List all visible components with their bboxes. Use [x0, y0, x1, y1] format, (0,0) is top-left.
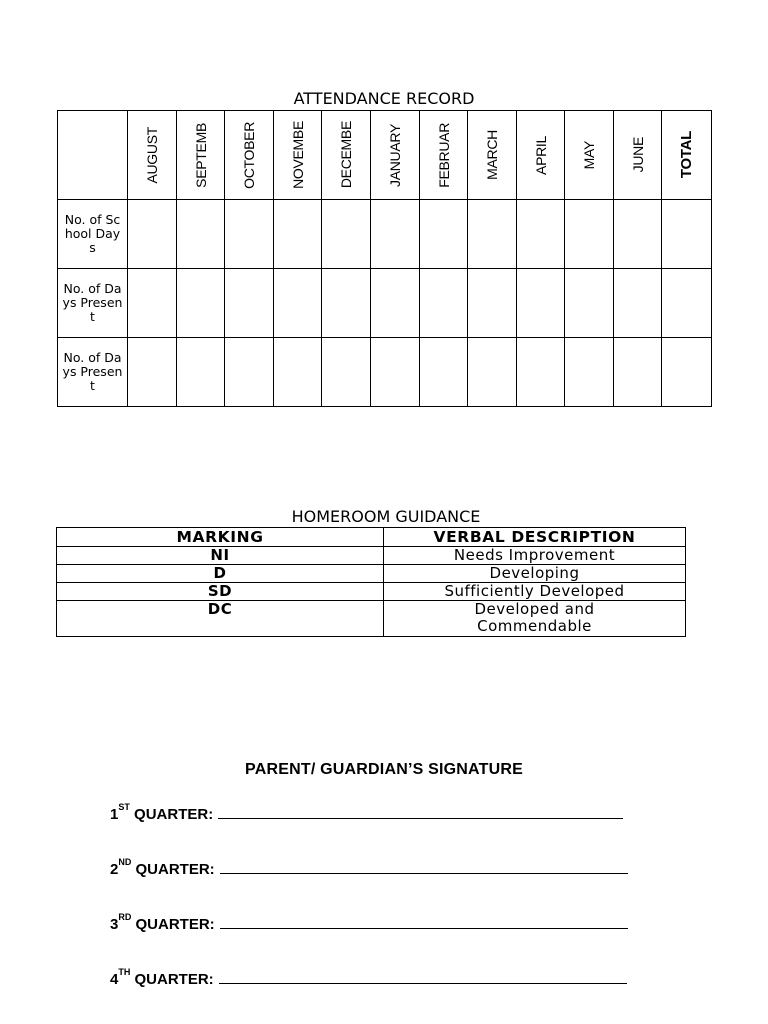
verbal-description-header: VERBAL DESCRIPTION [384, 528, 686, 547]
month-label: AUGUST [144, 126, 160, 184]
marking-header: MARKING [57, 528, 384, 547]
attendance-cell[interactable] [274, 269, 322, 338]
attendance-cell[interactable] [371, 269, 420, 338]
attendance-cell[interactable] [225, 338, 274, 407]
signature-blank[interactable] [220, 914, 628, 929]
month-label: DECEMBE [338, 121, 354, 189]
attendance-cell[interactable] [614, 200, 662, 269]
signature-line-q4 [110, 969, 627, 988]
attendance-row [58, 338, 712, 407]
attendance-cell[interactable] [565, 200, 614, 269]
quarter-number: 2 [110, 861, 119, 878]
homeroom-row [57, 547, 686, 565]
attendance-cell[interactable] [420, 269, 468, 338]
month-label: FEBRUAR [435, 122, 452, 188]
attendance-total-cell[interactable] [662, 338, 712, 407]
signature-line-q3 [110, 914, 628, 933]
attendance-row [58, 200, 712, 269]
attendance-cell[interactable] [565, 338, 614, 407]
attendance-cell[interactable] [225, 269, 274, 338]
marking-code: NI [57, 547, 384, 565]
month-label: SEPTEMB [192, 122, 209, 188]
attendance-cell[interactable] [468, 269, 517, 338]
attendance-cell[interactable] [128, 338, 177, 407]
quarter-suffix: TH [118, 967, 131, 977]
month-header [225, 111, 274, 200]
attendance-cell[interactable] [322, 269, 371, 338]
attendance-cell[interactable] [177, 200, 225, 269]
month-header [177, 111, 225, 200]
attendance-cell[interactable] [371, 200, 420, 269]
attendance-cell[interactable] [420, 200, 468, 269]
attendance-cell[interactable] [517, 200, 565, 269]
attendance-table [57, 110, 712, 407]
signature-blank[interactable] [219, 969, 627, 984]
quarter-number: 4 [110, 971, 119, 988]
homeroom-header-row [57, 528, 686, 547]
signature-line-q1 [110, 804, 623, 823]
attendance-cell[interactable] [128, 269, 177, 338]
verbal-description: Developing [384, 565, 686, 583]
month-header [614, 111, 662, 200]
total-header [662, 111, 712, 200]
attendance-cell[interactable] [177, 338, 225, 407]
attendance-cell[interactable] [274, 200, 322, 269]
homeroom-title: HOMEROOM GUIDANCE [291, 507, 481, 526]
month-header [371, 111, 420, 200]
month-header [565, 111, 614, 200]
month-header [517, 111, 565, 200]
attendance-cell[interactable] [371, 338, 420, 407]
attendance-title: ATTENDANCE RECORD [293, 89, 475, 108]
month-label: OCTOBER [241, 121, 257, 189]
attendance-cell[interactable] [468, 200, 517, 269]
verbal-description: Needs Improvement [384, 547, 686, 565]
month-label: JANUARY [387, 123, 403, 187]
month-label: JUNE [629, 137, 646, 173]
month-label: MARCH [484, 130, 500, 180]
marking-code: D [57, 565, 384, 583]
marking-code: DC [57, 601, 384, 637]
quarter-suffix: ST [118, 802, 130, 812]
month-header [322, 111, 371, 200]
verbal-description: Developed and Commendable [384, 601, 686, 637]
month-header [274, 111, 322, 200]
attendance-row [58, 269, 712, 338]
homeroom-row [57, 583, 686, 601]
attendance-total-cell[interactable] [662, 269, 712, 338]
attendance-cell[interactable] [517, 269, 565, 338]
attendance-cell[interactable] [177, 269, 225, 338]
quarter-number: 3 [110, 916, 119, 933]
row-label: No. of Days Present [58, 338, 128, 407]
marking-code: SD [57, 583, 384, 601]
signature-title: PARENT/ GUARDIAN’S SIGNATURE [245, 761, 523, 778]
attendance-cell[interactable] [420, 338, 468, 407]
month-label: NOVEMBE [289, 121, 306, 189]
month-header [468, 111, 517, 200]
attendance-cell[interactable] [322, 338, 371, 407]
attendance-cell[interactable] [614, 338, 662, 407]
quarter-suffix: RD [118, 912, 132, 922]
signature-blank[interactable] [218, 804, 623, 819]
month-header-row [58, 111, 712, 200]
month-label: APRIL [532, 135, 549, 175]
verbal-description: Sufficiently Developed [384, 583, 686, 601]
signature-blank[interactable] [220, 859, 628, 874]
quarter-suffix: ND [118, 857, 132, 867]
homeroom-row [57, 601, 686, 637]
attendance-cell[interactable] [468, 338, 517, 407]
attendance-cell[interactable] [517, 338, 565, 407]
attendance-cell[interactable] [565, 269, 614, 338]
total-label: TOTAL [678, 131, 695, 179]
attendance-total-cell[interactable] [662, 200, 712, 269]
month-header [128, 111, 177, 200]
month-label: MAY [581, 140, 597, 170]
row-label: No. of Days Present [58, 269, 128, 338]
attendance-cell[interactable] [614, 269, 662, 338]
quarter-label: QUARTER: [135, 916, 215, 933]
attendance-cell[interactable] [128, 200, 177, 269]
quarter-label: QUARTER: [134, 806, 214, 823]
homeroom-row [57, 565, 686, 583]
month-header [420, 111, 468, 200]
quarter-label: QUARTER: [134, 971, 214, 988]
quarter-number: 1 [110, 806, 119, 823]
attendance-cell[interactable] [274, 338, 322, 407]
row-label: No. of School Days [58, 200, 128, 269]
signature-line-q2 [110, 859, 628, 878]
corner-cell [58, 111, 128, 200]
attendance-cell[interactable] [225, 200, 274, 269]
homeroom-table [56, 527, 686, 637]
quarter-label: QUARTER: [135, 861, 215, 878]
attendance-cell[interactable] [322, 200, 371, 269]
